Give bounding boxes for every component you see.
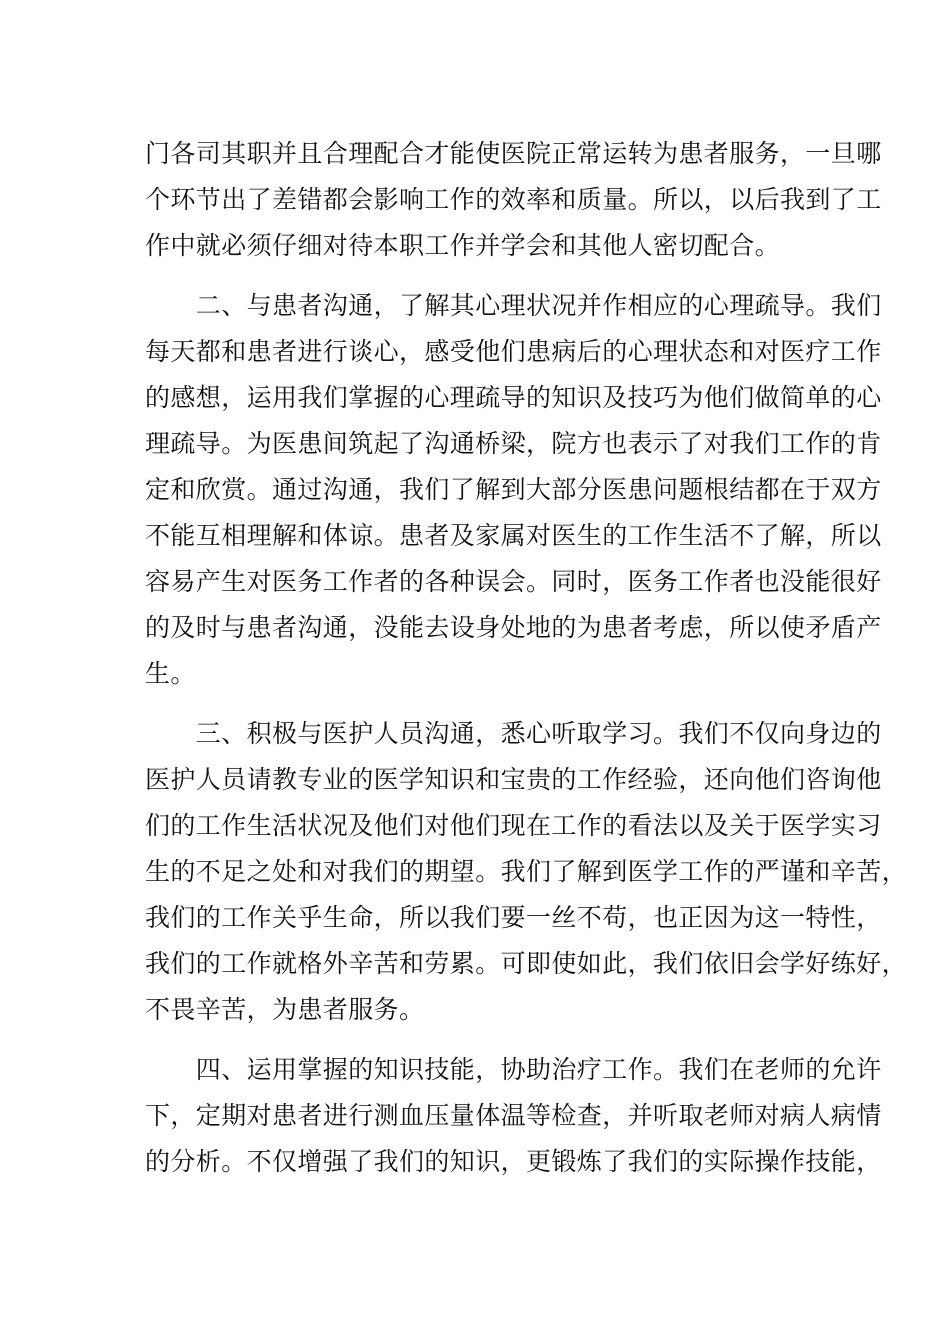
paragraph-spacer [145,269,825,283]
paragraph-section-2 [145,283,882,697]
text-line: 的及时与患者沟通，没能去设身处地的为患者考虑，所以使矛盾产 [145,613,882,642]
text-line: 们的工作生活状况及他们对他们现在工作的看法以及关于医学实习 [145,811,882,840]
text-line: 理疏导。为医患间筑起了沟通桥梁，院方也表示了对我们工作的肯 [145,429,882,458]
text-line: 我们的工作关乎生命，所以我们要一丝不苟，也正因为这一特性， [145,903,882,932]
text-line: 门各司其职并且合理配合才能使医院正常运转为患者服务，一旦哪 [145,139,882,168]
paragraph-spacer [145,697,825,711]
text-line: 定和欣赏。通过沟通，我们了解到大部分医患问题根结都在于双方 [145,475,882,504]
text-line: 二、与患者沟通，了解其心理状况并作相应的心理疏导。我们 [145,291,882,320]
text-line: 生的不足之处和对我们的期望。我们了解到医学工作的严谨和辛苦， [145,857,908,886]
paragraph-spacer [145,1033,825,1047]
text-line: 作中就必须仔细对待本职工作并学会和其他人密切配合。 [145,231,781,260]
text-line: 不能互相理解和体谅。患者及家属对医生的工作生活不了解，所以 [145,521,882,550]
text-line: 四、运用掌握的知识技能，协助治疗工作。我们在老师的允许 [145,1055,882,1084]
text-line: 每天都和患者进行谈心，感受他们患病后的心理状态和对医疗工作 [145,337,882,366]
text-line: 的感想，运用我们掌握的心理疏导的知识及技巧为他们做简单的心 [145,383,882,412]
text-line: 不畏辛苦，为患者服务。 [145,995,425,1024]
text-line: 容易产生对医务工作者的各种误会。同时，医务工作者也没能很好 [145,567,882,596]
text-line: 生。 [145,659,196,688]
text-line: 三、积极与医护人员沟通，悉心听取学习。我们不仅向身边的 [145,719,882,748]
text-line: 我们的工作就格外辛苦和劳累。可即使如此，我们依旧会学好练好， [145,949,908,978]
document-body [145,131,908,1185]
text-line: 下，定期对患者进行测血压量体温等检查，并听取老师对病人病情 [145,1101,882,1130]
text-line: 个环节出了差错都会影响工作的效率和质量。所以，以后我到了工 [145,185,882,214]
paragraph-section-3 [145,711,908,1033]
paragraph-intro-continuation [145,131,882,269]
paragraph-section-4 [145,1047,882,1185]
text-line: 的分析。不仅增强了我们的知识，更锻炼了我们的实际操作技能， [145,1147,882,1176]
text-line: 医护人员请教专业的医学知识和宝贵的工作经验，还向他们咨询他 [145,765,882,794]
